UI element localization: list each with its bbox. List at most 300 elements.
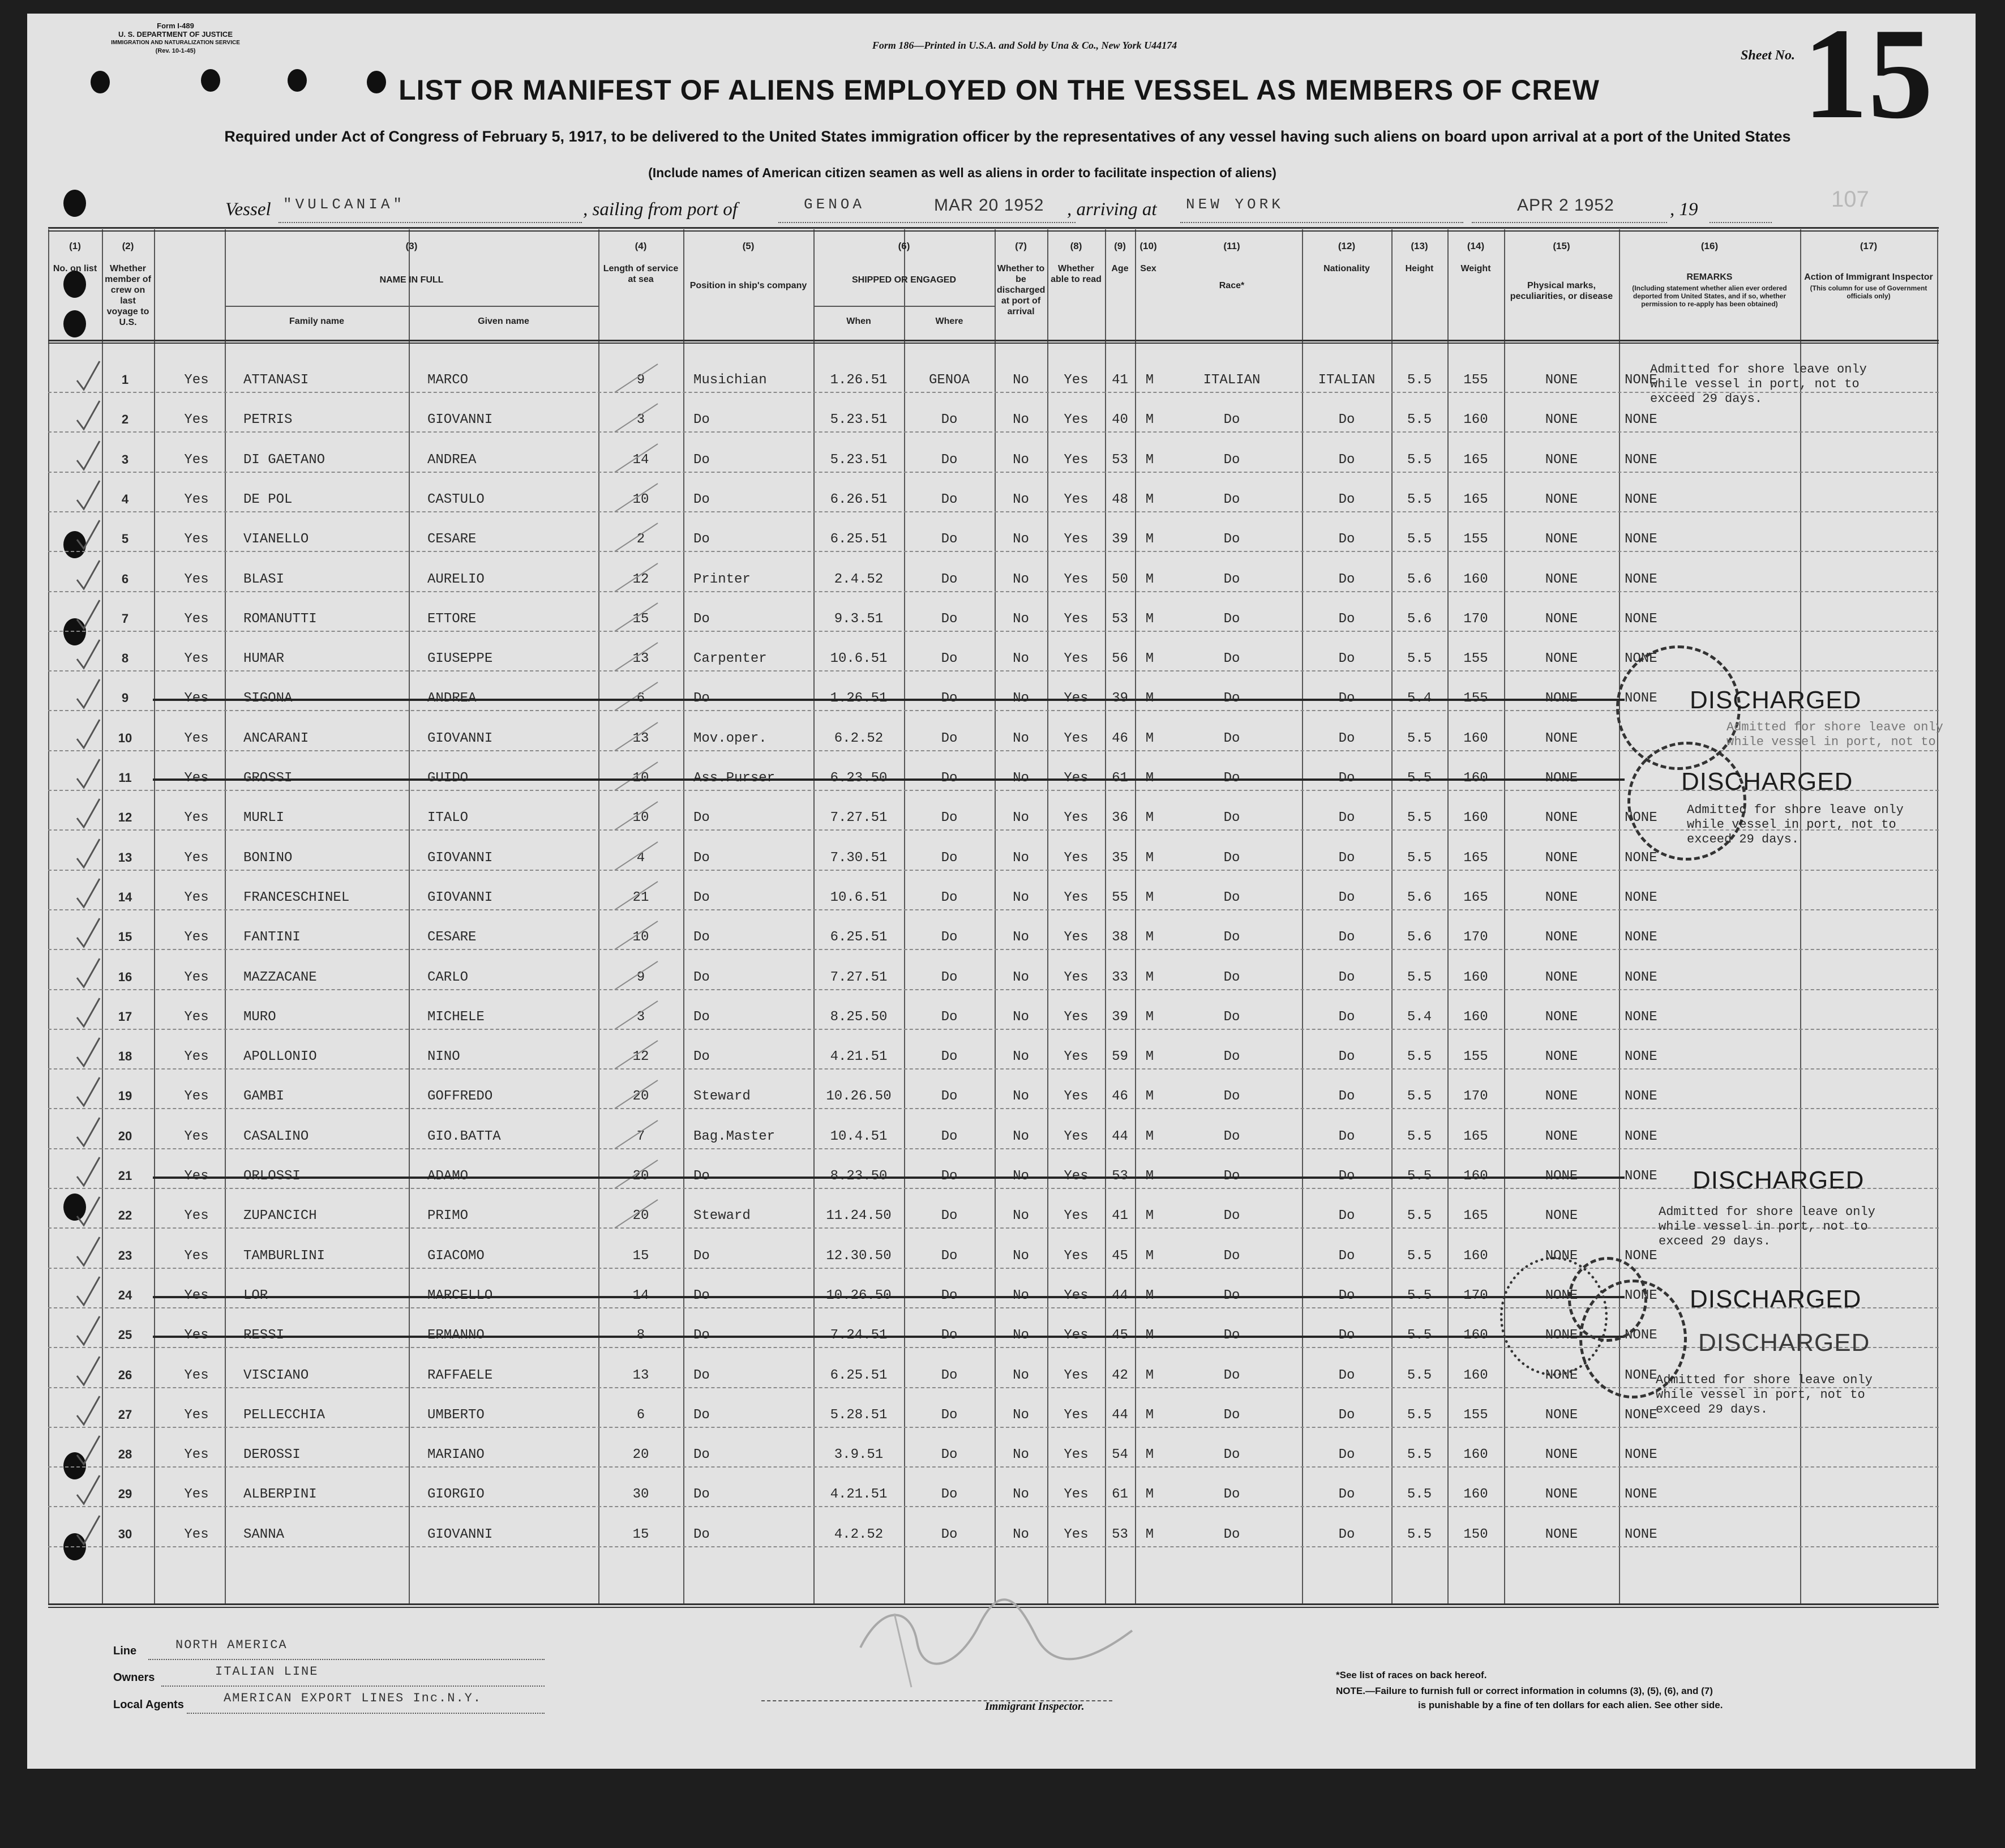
column-rule	[154, 229, 155, 1603]
race: ITALIAN	[1203, 373, 1261, 388]
arrival-date: APR 2 1952	[1517, 196, 1614, 215]
able-to-read: Yes	[1064, 1407, 1089, 1423]
given-name: GIOVANNI	[427, 730, 493, 746]
form-department-block	[85, 22, 266, 55]
family-name: GAMBI	[243, 1089, 285, 1105]
column-number: (1)	[69, 241, 81, 251]
given-name: CESARE	[427, 930, 477, 946]
nationality: Do	[1338, 1208, 1355, 1224]
row-number: 7	[121, 611, 129, 626]
column-number: (6)	[898, 241, 910, 251]
strike-through-line	[153, 1296, 1625, 1298]
race: Do	[1223, 452, 1240, 468]
to-be-discharged: No	[1013, 1487, 1029, 1503]
to-be-discharged: No	[1013, 1049, 1029, 1065]
header-bottom-rule	[48, 343, 1939, 344]
column-header: No. on list	[53, 264, 97, 273]
weight: 150	[1463, 1526, 1488, 1542]
sex: M	[1145, 1128, 1154, 1144]
remarks: NONE	[1625, 1049, 1657, 1065]
height: 5.5	[1407, 1248, 1432, 1264]
shipped-where: Do	[941, 930, 958, 946]
length-of-service: 20	[632, 1208, 649, 1224]
row-rule	[48, 511, 1939, 512]
height: 5.5	[1407, 1487, 1432, 1503]
check-mark	[72, 715, 106, 755]
remarks: NONE	[1625, 412, 1657, 428]
sex: M	[1145, 571, 1154, 587]
shipped-when: 11.24.50	[826, 1208, 892, 1224]
shipped-where: GENOA	[928, 373, 970, 388]
column-subheader: Given name	[478, 316, 529, 326]
nationality: Do	[1338, 850, 1355, 866]
row-number: 19	[118, 1089, 132, 1103]
column-header: Position in ship's company	[689, 281, 807, 290]
race: Do	[1223, 651, 1240, 667]
row-rule	[48, 1108, 1939, 1109]
row-number: 25	[118, 1328, 132, 1342]
family-name: ATTANASI	[243, 373, 309, 388]
year-label: , 19	[1670, 199, 1698, 220]
length-of-service: 13	[632, 1367, 649, 1383]
sex: M	[1145, 1009, 1154, 1025]
shipped-when: 4.21.51	[830, 1487, 888, 1503]
weight: 155	[1463, 532, 1488, 547]
shipped-where: Do	[941, 651, 958, 667]
document-subtitle: Required under Act of Congress of February 5, 1917, to be delivered to the United States immigration officer by the representatives of any vessel having such aliens on board upon arrival at a port of the United States	[224, 128, 1791, 145]
given-name: ETTORE	[427, 611, 477, 627]
column-number: (15)	[1553, 241, 1570, 251]
weight: 155	[1463, 1049, 1488, 1065]
row-rule	[48, 472, 1939, 473]
sex: M	[1145, 1487, 1154, 1503]
physical-marks: NONE	[1545, 452, 1578, 468]
position-in-company: Do	[693, 1407, 710, 1423]
crew-last-voyage: Yes	[184, 850, 209, 866]
column-rule	[813, 229, 815, 1603]
sex: M	[1145, 1447, 1154, 1463]
races-note: *See list of races on back hereof.	[1336, 1670, 1487, 1680]
crew-last-voyage: Yes	[184, 1089, 209, 1105]
age: 44	[1112, 1128, 1128, 1144]
check-mark	[72, 914, 106, 953]
nationality: Do	[1338, 532, 1355, 547]
pencil-slash	[611, 638, 662, 678]
discharged-stamp: DISCHARGED	[1690, 686, 1862, 714]
physical-marks: NONE	[1545, 491, 1578, 507]
shipped-where: Do	[941, 1208, 958, 1224]
column-rule	[1105, 229, 1106, 1603]
pencil-slash	[611, 837, 662, 877]
row-number: 18	[118, 1049, 132, 1064]
race: Do	[1223, 1049, 1240, 1065]
shipped-where: Do	[941, 1407, 958, 1423]
row-number: 2	[121, 412, 129, 427]
check-mark	[72, 994, 106, 1033]
row-number: 28	[118, 1447, 132, 1462]
length-of-service: 13	[632, 730, 649, 746]
service-name: IMMIGRATION AND NATURALIZATION SERVICE	[111, 40, 240, 46]
family-name: ANCARANI	[243, 730, 309, 746]
weight: 165	[1463, 1208, 1488, 1224]
arriving-label: , arriving at	[1067, 199, 1157, 220]
weight: 155	[1463, 651, 1488, 667]
position-in-company: Steward	[693, 1208, 751, 1224]
length-of-service: 2	[636, 532, 645, 547]
remarks: NONE	[1625, 969, 1657, 985]
to-be-discharged: No	[1013, 1407, 1029, 1423]
nationality: Do	[1338, 730, 1355, 746]
family-name: ROMANUTTI	[243, 611, 317, 627]
line-rule	[148, 1659, 545, 1660]
shore-leave-line: Admitted for shore leave only	[1650, 362, 1867, 377]
nationality: Do	[1338, 930, 1355, 946]
physical-marks: NONE	[1545, 1009, 1578, 1025]
weight: 160	[1463, 571, 1488, 587]
row-number: 14	[118, 889, 132, 904]
penalty-note-line: is punishable by a fine of ten dollars for each alien. See other side.	[1418, 1700, 1723, 1710]
row-number: 21	[118, 1169, 132, 1183]
line-value: NORTH AMERICA	[175, 1638, 288, 1652]
physical-marks: NONE	[1545, 1447, 1578, 1463]
position-in-company: Do	[693, 1447, 710, 1463]
table-top-rule	[48, 230, 1939, 232]
remarks: NONE	[1625, 452, 1657, 468]
pencil-slash	[611, 917, 662, 956]
shore-leave-line: while vessel in port, not to	[1659, 1220, 1868, 1234]
row-number: 3	[121, 452, 129, 467]
remarks: NONE	[1625, 1287, 1657, 1303]
physical-marks: NONE	[1545, 1487, 1578, 1503]
nationality: Do	[1338, 491, 1355, 507]
column-number: (14)	[1467, 241, 1485, 251]
age: 54	[1112, 1447, 1128, 1463]
family-name: TAMBURLINI	[243, 1248, 325, 1264]
check-mark	[72, 1392, 106, 1431]
check-mark	[72, 794, 106, 834]
check-mark	[72, 874, 106, 914]
position-in-company: Do	[693, 810, 710, 826]
length-of-service: 20	[632, 1089, 649, 1105]
row-number: 29	[118, 1487, 132, 1502]
sex: M	[1145, 1248, 1154, 1264]
height: 5.5	[1407, 969, 1432, 985]
race: Do	[1223, 1487, 1240, 1503]
able-to-read: Yes	[1064, 1089, 1089, 1105]
given-name: GIO.BATTA	[427, 1128, 501, 1144]
race: Do	[1223, 1447, 1240, 1463]
shipped-when: 2.4.52	[834, 571, 884, 587]
check-mark	[72, 1272, 106, 1312]
column-rule	[995, 229, 996, 1603]
pencil-slash	[611, 479, 662, 519]
sex: M	[1145, 1367, 1154, 1383]
to-be-discharged: No	[1013, 1248, 1029, 1264]
subtitle-note: (Include names of American citizen seamen as well as aliens in order to facilitate inspection of aliens)	[648, 165, 1276, 180]
race: Do	[1223, 889, 1240, 905]
given-name: NINO	[427, 1049, 460, 1065]
age: 36	[1112, 810, 1128, 826]
shore-leave-line: Admitted for shore leave only	[1659, 1205, 1875, 1219]
column-header: Weight	[1460, 264, 1491, 273]
column-rule	[225, 229, 226, 1603]
shipped-when: 5.23.51	[830, 452, 888, 468]
shipped-when: 6.2.52	[834, 730, 884, 746]
shipped-when: 10.6.51	[830, 651, 888, 667]
shore-leave-line: Admitted for shore leave only	[1687, 803, 1904, 817]
row-number: 27	[118, 1407, 132, 1422]
family-name: DI GAETANO	[243, 452, 325, 468]
shipped-when: 5.23.51	[830, 412, 888, 428]
port-rule	[778, 222, 1076, 223]
nationality: Do	[1338, 651, 1355, 667]
length-of-service: 15	[632, 1248, 649, 1264]
pencil-slash	[611, 360, 662, 399]
punch-hole	[201, 69, 220, 92]
shipped-where: Do	[941, 1367, 958, 1383]
family-name: FRANCESCHINEL	[243, 889, 350, 905]
race: Do	[1223, 571, 1240, 587]
remarks: NONE	[1625, 491, 1657, 507]
row-number: 9	[121, 691, 129, 705]
given-name: GIOVANNI	[427, 889, 493, 905]
faint-page-number: 107	[1831, 187, 1869, 212]
remarks: NONE	[1625, 532, 1657, 547]
age: 48	[1112, 491, 1128, 507]
shipped-when: 7.27.51	[830, 969, 888, 985]
weight: 160	[1463, 1487, 1488, 1503]
agents-value: AMERICAN EXPORT LINES Inc.N.Y.	[224, 1691, 482, 1705]
remarks: NONE	[1625, 651, 1657, 667]
row-rule	[48, 591, 1939, 592]
check-mark	[72, 1033, 106, 1073]
race: Do	[1223, 969, 1240, 985]
row-number: 22	[118, 1208, 132, 1223]
height: 5.5	[1407, 1447, 1432, 1463]
race: Do	[1223, 412, 1240, 428]
given-name: UMBERTO	[427, 1407, 485, 1423]
column-header: REMARKS	[1686, 272, 1733, 282]
nationality: Do	[1338, 1089, 1355, 1105]
able-to-read: Yes	[1064, 1128, 1089, 1144]
to-be-discharged: No	[1013, 651, 1029, 667]
physical-marks: NONE	[1545, 373, 1578, 388]
physical-marks: NONE	[1545, 1128, 1578, 1144]
check-mark	[72, 1153, 106, 1192]
age: 40	[1112, 412, 1128, 428]
position-in-company: Do	[693, 969, 710, 985]
shipped-when: 6.26.51	[830, 491, 888, 507]
shipped-when: 4.21.51	[830, 1049, 888, 1065]
sex: M	[1145, 491, 1154, 507]
crew-last-voyage: Yes	[184, 1248, 209, 1264]
remarks: NONE	[1625, 1526, 1657, 1542]
position-in-company: Carpenter	[693, 651, 767, 667]
column-header: Whether to be discharged at port of arrival	[997, 264, 1046, 316]
family-name: CASALINO	[243, 1128, 309, 1144]
given-name: RAFFAELE	[427, 1367, 493, 1383]
length-of-service: 10	[632, 491, 649, 507]
physical-marks: NONE	[1545, 412, 1578, 428]
length-of-service: 6	[636, 1407, 645, 1423]
shipped-when: 10.4.51	[830, 1128, 888, 1144]
row-number: 11	[118, 771, 132, 785]
race: Do	[1223, 850, 1240, 866]
shore-leave-line: while vessel in port, not to	[1687, 818, 1896, 832]
column-header: Sex	[1140, 264, 1156, 273]
given-name: MICHELE	[427, 1009, 485, 1025]
crew-last-voyage: Yes	[184, 969, 209, 985]
weight: 160	[1463, 1367, 1488, 1383]
remarks: NONE	[1625, 850, 1657, 866]
column-rule	[598, 229, 599, 1603]
sex: M	[1145, 930, 1154, 946]
row-rule	[48, 431, 1939, 433]
position-in-company: Do	[693, 850, 710, 866]
shipped-where: Do	[941, 730, 958, 746]
position-in-company: Printer	[693, 571, 751, 587]
shore-leave-stamp	[1656, 1373, 1873, 1417]
crew-last-voyage: Yes	[184, 1049, 209, 1065]
age: 56	[1112, 651, 1128, 667]
age: 53	[1112, 1526, 1128, 1542]
check-mark	[72, 1192, 106, 1232]
family-name: MAZZACANE	[243, 969, 317, 985]
row-rule	[48, 631, 1939, 632]
column-rule	[1937, 229, 1938, 1603]
position-in-company: Do	[693, 491, 710, 507]
column-number: (10)	[1139, 241, 1157, 251]
to-be-discharged: No	[1013, 452, 1029, 468]
shipped-where: Do	[941, 532, 958, 547]
shipped-when: 6.25.51	[830, 1367, 888, 1383]
given-name: CARLO	[427, 969, 469, 985]
sex: M	[1145, 889, 1154, 905]
shore-leave-stamp	[1659, 1205, 1875, 1249]
weight: 160	[1463, 1447, 1488, 1463]
able-to-read: Yes	[1064, 571, 1089, 587]
weight: 160	[1463, 730, 1488, 746]
shipped-where: Do	[941, 889, 958, 905]
weight: 155	[1463, 373, 1488, 388]
weight: 165	[1463, 452, 1488, 468]
row-number: 13	[118, 850, 132, 865]
race: Do	[1223, 491, 1240, 507]
race: Do	[1223, 1009, 1240, 1025]
check-mark	[72, 635, 106, 675]
crew-last-voyage: Yes	[184, 889, 209, 905]
discharged-stamp: DISCHARGED	[1693, 1166, 1865, 1194]
remarks: NONE	[1625, 930, 1657, 946]
weight: 160	[1463, 1248, 1488, 1264]
shore-leave-stamp	[1650, 362, 1867, 407]
physical-marks: NONE	[1545, 969, 1578, 985]
height: 5.5	[1407, 850, 1432, 866]
pencil-slash	[611, 399, 662, 439]
check-mark	[72, 1312, 106, 1351]
check-mark	[72, 835, 106, 874]
sex: M	[1145, 373, 1154, 388]
column-header: Age	[1111, 264, 1129, 273]
physical-marks: NONE	[1545, 889, 1578, 905]
check-mark	[72, 437, 106, 476]
to-be-discharged: No	[1013, 1009, 1029, 1025]
column-rule	[683, 229, 684, 1603]
family-name: ZUPANCICH	[243, 1208, 317, 1224]
physical-marks: NONE	[1545, 1526, 1578, 1542]
shipped-when: 9.3.51	[834, 611, 884, 627]
height: 5.6	[1407, 611, 1432, 627]
name-subheader-rule	[225, 306, 598, 307]
row-number: 23	[118, 1248, 132, 1263]
shipped-when: 6.25.51	[830, 930, 888, 946]
crew-last-voyage: Yes	[184, 810, 209, 826]
shore-leave-line: while vessel in port, not to	[1726, 735, 1936, 749]
sex: M	[1145, 611, 1154, 627]
position-in-company: Do	[693, 1049, 710, 1065]
weight: 155	[1463, 1407, 1488, 1423]
document-title: LIST OR MANIFEST OF ALIENS EMPLOYED ON THE VESSEL AS MEMBERS OF CREW	[399, 74, 1600, 106]
family-name: MURLI	[243, 810, 285, 826]
crew-last-voyage: Yes	[184, 930, 209, 946]
remarks: NONE	[1625, 1367, 1657, 1383]
nationality: Do	[1338, 810, 1355, 826]
shore-leave-line: exceed 29 days.	[1687, 832, 1800, 846]
able-to-read: Yes	[1064, 1367, 1089, 1383]
given-name: ITALO	[427, 810, 469, 826]
able-to-read: Yes	[1064, 969, 1089, 985]
to-be-discharged: No	[1013, 1526, 1029, 1542]
shipped-where: Do	[941, 1487, 958, 1503]
weight: 160	[1463, 1009, 1488, 1025]
length-of-service: 30	[632, 1487, 649, 1503]
arrival-port: NEW YORK	[1186, 196, 1284, 213]
pencil-slash	[611, 758, 662, 797]
column-rule	[1391, 229, 1393, 1603]
shore-leave-line: while vessel in port, not to	[1650, 377, 1860, 391]
column-rule	[1504, 229, 1505, 1603]
position-in-company: Do	[693, 889, 710, 905]
check-mark	[72, 1511, 106, 1551]
able-to-read: Yes	[1064, 930, 1089, 946]
shore-leave-line: exceed 29 days.	[1650, 392, 1763, 406]
given-name: AURELIO	[427, 571, 485, 587]
column-rule	[904, 229, 905, 1603]
length-of-service: 12	[632, 571, 649, 587]
age: 55	[1112, 889, 1128, 905]
check-mark	[72, 755, 106, 794]
sex: M	[1145, 969, 1154, 985]
weight: 160	[1463, 412, 1488, 428]
age: 59	[1112, 1049, 1128, 1065]
pencil-slash	[611, 1036, 662, 1076]
row-number: 5	[121, 532, 129, 546]
punch-hole	[63, 271, 86, 298]
faint-signature	[849, 1580, 1143, 1693]
crew-last-voyage: Yes	[184, 1009, 209, 1025]
pencil-slash	[611, 519, 662, 558]
row-number: 6	[121, 571, 129, 586]
row-number: 20	[118, 1128, 132, 1143]
physical-marks: NONE	[1545, 571, 1578, 587]
row-number: 15	[118, 930, 132, 944]
to-be-discharged: No	[1013, 491, 1029, 507]
length-of-service: 12	[632, 1049, 649, 1065]
shipped-when: 10.26.50	[826, 1089, 892, 1105]
family-name: HUMAR	[243, 651, 285, 667]
row-number: 16	[118, 969, 132, 984]
shipped-where: Do	[941, 452, 958, 468]
